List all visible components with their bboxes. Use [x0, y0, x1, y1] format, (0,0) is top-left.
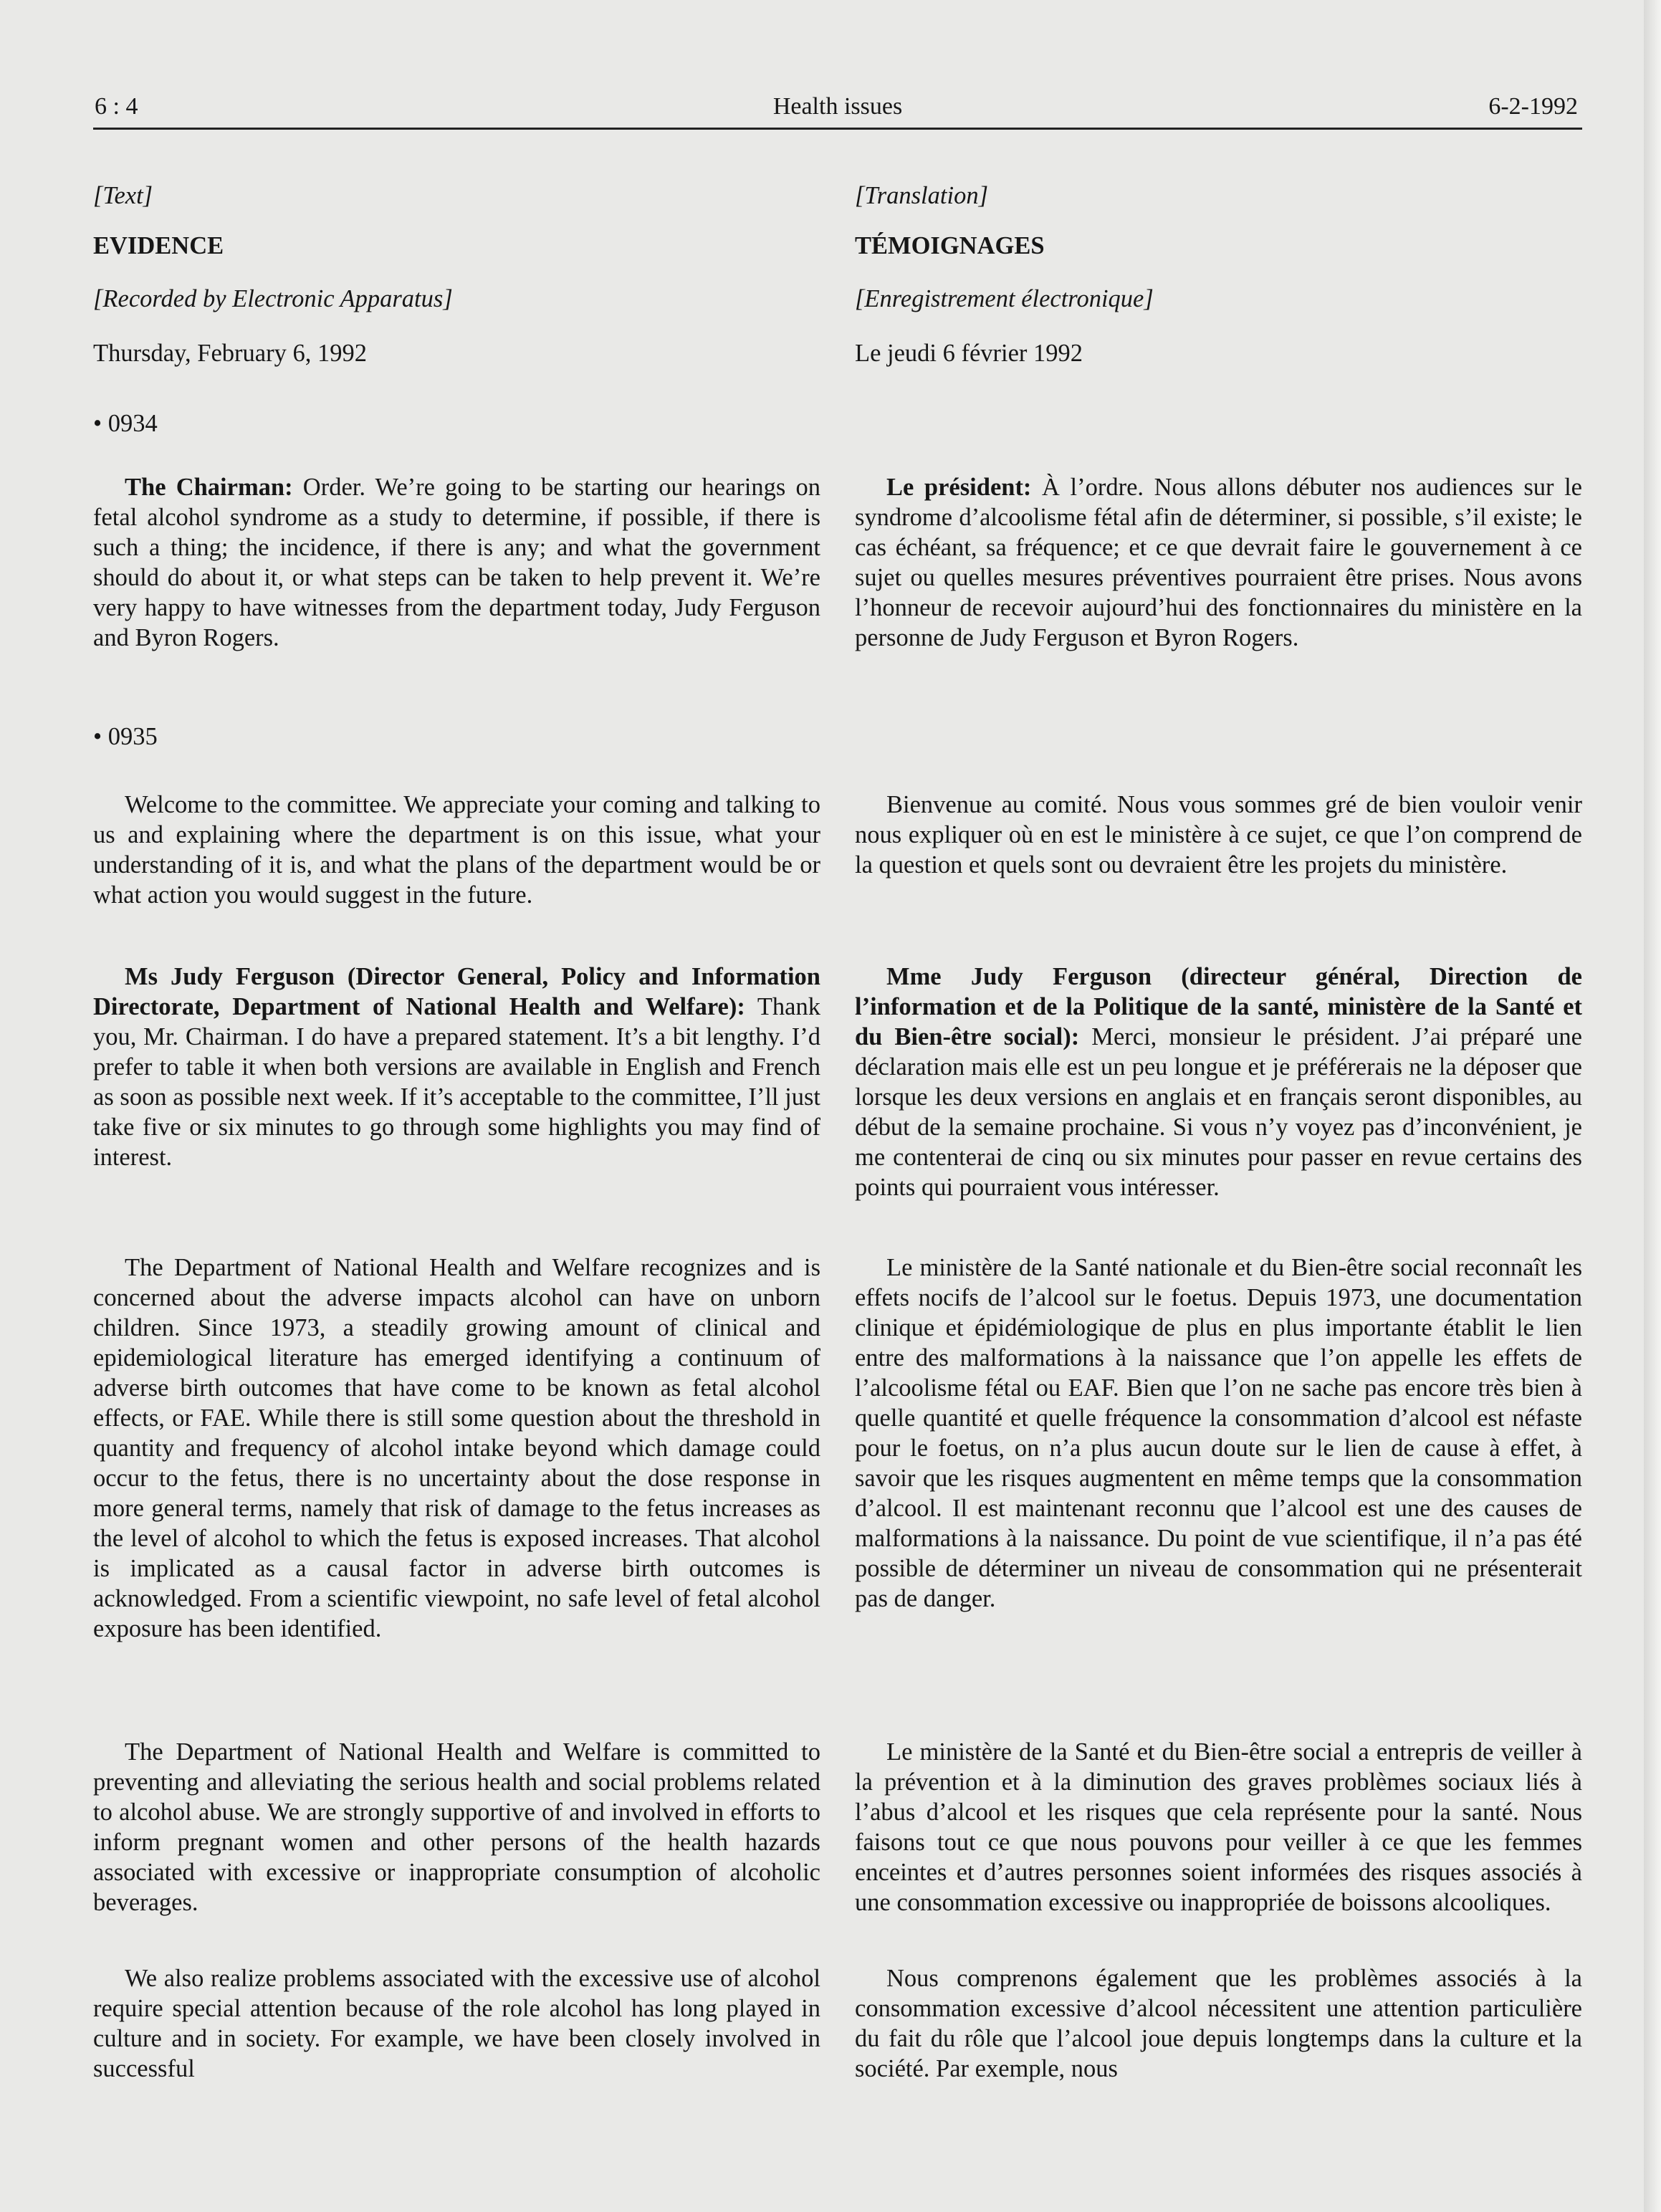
evidence-heading: EVIDENCE [93, 232, 224, 259]
header-title: Health issues [772, 93, 903, 120]
meeting-date: Thursday, February 6, 1992 [93, 340, 367, 367]
recorded-note: [Recorded by Electronic Apparatus] [93, 285, 453, 312]
text-tag: [Text] [93, 182, 153, 209]
body-paragraph: Le ministère de la Santé nationale et du Bien-être social reconnaît les effets nocifs de l’alcool sur le foetus. Depuis 1973, une documentation clinique et épidémiologique de plus en plus importante établit le lien entre des malformations à la naissance que l’on appelle les effets de l’alcoolisme fétal ou EAF. Bien que l’on ne sache pas encore très bien à quelle quantité et quelle fréquence la consommation d’alcool est néfaste pour le foetus, on n’a plus aucun doute sur le lien de cause à effet, à savoir que les risques augmentent en même temps que la consommation d’alcool. Il est maintenant reconnu que l’alcool est une des causes de malformations à la naissance. Du point de vue scientifique, il n’a pas été possible de déterminer un niveau de consommation qui ne présenterait pas de danger. [855, 1254, 1582, 1612]
welcome-paragraph: Bienvenue au comité. Nous vous sommes gré de bien vouloir venir nous expliquer où en est le ministère à ce sujet, ce que l’on comprend de la question et quels sont ou devraient être les projets du ministère. [855, 791, 1582, 878]
recorded-note: [Enregistrement électronique] [855, 285, 1154, 312]
speaker-name: Ms Judy Ferguson (Director General, Policy and Information Directorate, Department of National Health and Welfare): [93, 963, 820, 1020]
translation-tag: [Translation] [855, 182, 988, 209]
body-paragraph: We also realize problems associated with the excessive use of alcohol require special attention because of the role alcohol has long played in culture and in society. For example, we have been closely involved in successful [93, 1965, 820, 2082]
statement-text: Thank you, Mr. Chairman. I do have a prepared statement. It’s a bit lengthy. I’d prefer to table it when both versions are available in English and French as soon as possible next week. If it’s acceptable to the committee, I’ll just take five or six minutes to go through some highlights you may find of interest. [93, 993, 820, 1171]
running-header [93, 90, 1582, 130]
speaker-name: Mme Judy Ferguson (directeur général, Direction de l’information et de la Politique de la santé, ministère de la Santé et du Bien-être social): [855, 963, 1582, 1050]
ferguson-statement [855, 962, 1582, 1202]
time-stamp-0935: • 0935 [93, 723, 158, 750]
page-number: 6 : 4 [95, 93, 138, 120]
statement-text: Merci, monsieur le président. J’ai préparé une déclaration mais elle est un peu longue et je préférerais ne la déposer que lorsque les deux versions en anglais et en français seront disponibles, au début de la semaine prochaine. Si vous n’y voyez pas d’inconvénient, je me contenterai de cinq ou six minutes pour passer en revue certains des points qui pourraient vous intéresser. [855, 1023, 1582, 1201]
meeting-date: Le jeudi 6 février 1992 [855, 340, 1083, 367]
body-paragraph: The Department of National Health and Welfare is committed to preventing and alleviating the serious health and social problems related to alcohol abuse. We are strongly supportive of and involved in efforts to inform pregnant women and other persons of the health hazards associated with excessive or inappropriate consumption of alcoholic beverages. [93, 1738, 820, 1916]
statement-text: Order. We’re going to be starting our hearings on fetal alcohol syndrome as a study to determine, if possible, if there is such a thing; the incidence, if there is any; and what the government should do about it, or what steps can be taken to help prevent it. We’re very happy to have witnesses from the department today, Judy Ferguson and Byron Rogers. [93, 474, 820, 651]
body-paragraph: Nous comprenons également que les problèmes associés à la consommation excessive d’alcool nécessitent une attention particulière du fait du rôle que l’alcool joue depuis longtemps dans la culture et la société. Par exemple, nous [855, 1965, 1582, 2082]
body-paragraph: The Department of National Health and Welfare recognizes and is concerned about the adverse impacts alcohol can have on unborn children. Since 1973, a steadily growing amount of clinical and epidemiological literature has emerged identifying a continuum of adverse birth outcomes that have come to be known as fetal alcohol effects, or FAE. While there is still some question about the threshold in quantity and frequency of alcohol intake beyond which damage could occur to the fetus, there is no uncertainty about the dose response in more general terms, namely that risk of damage to the fetus increases as the level of alcohol to which the fetus is exposed increases. That alcohol is implicated as a causal factor in adverse birth outcomes is acknowledged. From a scientific viewpoint, no safe level of fetal alcohol exposure has been identified. [93, 1254, 820, 1642]
speaker-name: Le président: [886, 474, 1032, 501]
time-stamp-0934: • 0934 [93, 410, 158, 437]
header-date: 6-2-1992 [1488, 93, 1578, 120]
chairman-statement [855, 472, 1582, 653]
page-edge-shadow [1644, 0, 1661, 2212]
ferguson-statement [93, 962, 820, 1172]
temoignages-heading: TÉMOIGNAGES [855, 232, 1045, 259]
body-paragraph: Le ministère de la Santé et du Bien-être social a entrepris de veiller à la prévention et à la diminution des graves problèmes sociaux liés à l’abus d’alcool et les risques que cela représente pour la santé. Nous faisons tout ce que nous pouvons pour veiller à ce que les femmes enceintes et d’autres personnes soient informées des risques associés à une consommation excessive ou inappropriée de boissons alcooliques. [855, 1738, 1582, 1916]
welcome-paragraph: Welcome to the committee. We appreciate your coming and talking to us and explaining where the department is on this issue, what your understanding of it is, and what the plans of the department would be or what action you would suggest in the future. [93, 791, 820, 909]
speaker-name: The Chairman: [125, 474, 293, 501]
statement-text: À l’ordre. Nous allons débuter nos audiences sur le syndrome d’alcoolisme fétal afin de déterminer, si possible, s’il existe; le cas échéant, sa fréquence; et ce que devrait faire le gouvernement à ce sujet ou quelles mesures préventives pourraient être prises. Nous avons l’honneur de recevoir aujourd’hui des fonctionnaires du ministère en la personne de Judy Ferguson et Byron Rogers. [855, 474, 1582, 651]
chairman-statement [93, 472, 820, 653]
